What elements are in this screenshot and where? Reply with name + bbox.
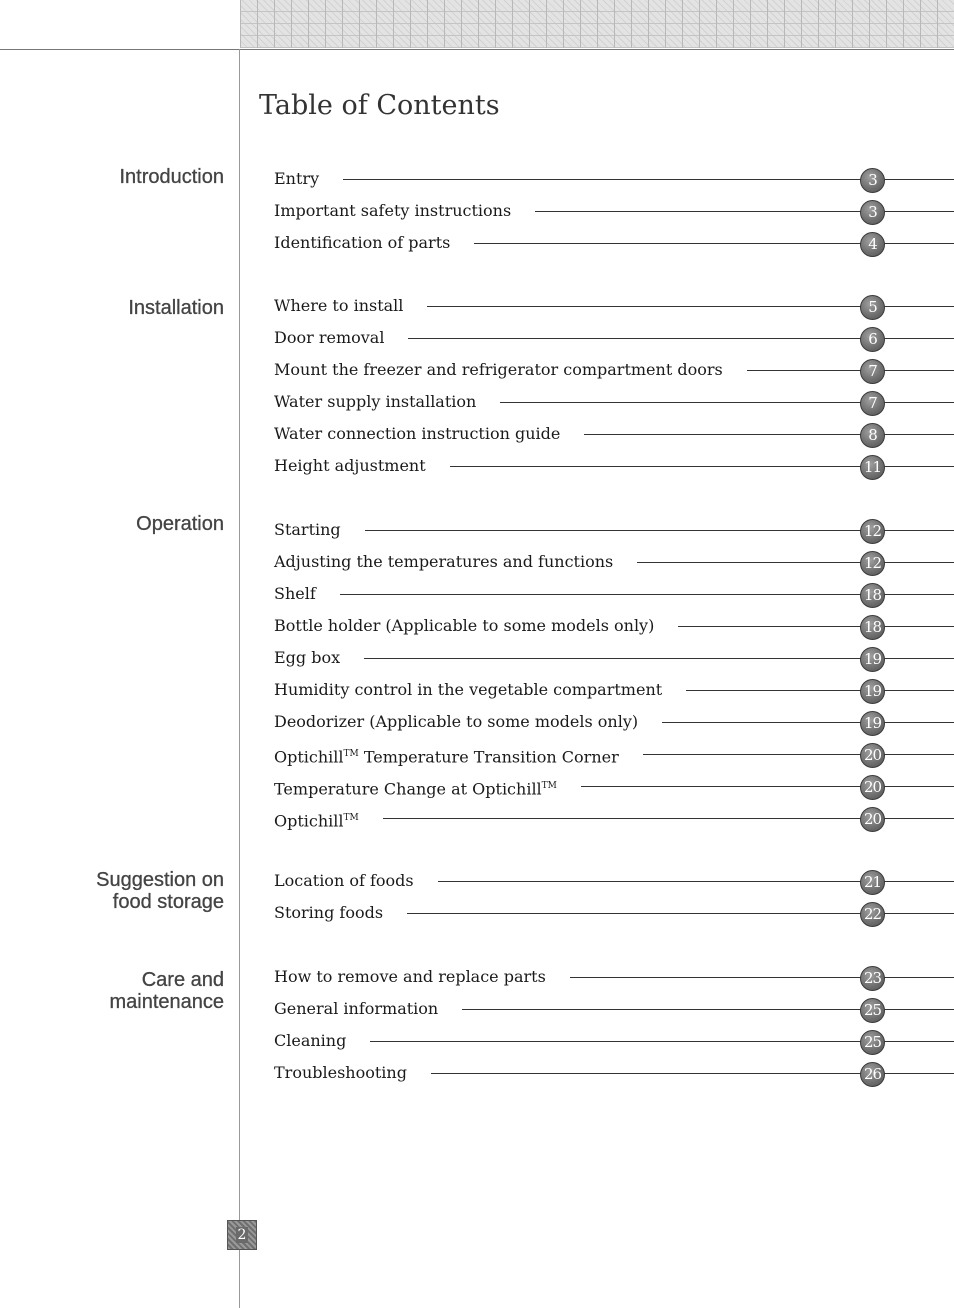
leader-line [581, 786, 954, 787]
toc-entry[interactable] [274, 807, 954, 831]
page-number-badge: 12 [860, 551, 885, 576]
toc-entry-text: General information [274, 999, 439, 1018]
section-label [136, 513, 224, 535]
page-number-badge: 12 [860, 519, 885, 544]
leader-line [686, 690, 954, 691]
leader-line [535, 211, 954, 212]
toc-entry[interactable] [274, 647, 954, 671]
toc-entry-title [274, 295, 413, 317]
toc-entry-text: Water supply installation [274, 392, 477, 411]
toc-entry-text: Bottle holder (Applicable to some models only) [274, 616, 655, 635]
section-label [109, 969, 224, 1013]
toc-entry[interactable] [274, 168, 954, 192]
page-number-badge: 3 [860, 200, 885, 225]
toc-entry-title [274, 1062, 417, 1084]
toc-entry-title [274, 647, 350, 669]
page-number-badge: 6 [860, 327, 885, 352]
leader-line [637, 562, 954, 563]
toc-entry-title [274, 870, 424, 892]
toc-entry[interactable] [274, 232, 954, 256]
top-rule [0, 49, 954, 50]
toc-entry-title [274, 391, 486, 413]
section-label [128, 297, 224, 319]
toc-entry[interactable] [274, 391, 954, 415]
trademark-mark: TM [343, 813, 359, 823]
toc-entry[interactable] [274, 423, 954, 447]
toc-entry-text: Troubleshooting [274, 1063, 407, 1082]
toc-entry-text: Where to install [274, 296, 404, 315]
toc-entry[interactable] [274, 743, 954, 767]
section-label-line: food storage [112, 891, 224, 913]
toc-entry-text: Important safety instructions [274, 201, 512, 220]
toc-entry-title [274, 423, 570, 445]
toc-entry[interactable] [274, 583, 954, 607]
page-number-badge: 3 [860, 168, 885, 193]
toc-entry-title [274, 551, 623, 573]
toc-entry-text: Water connection instruction guide [274, 424, 561, 443]
toc-entry-text: Adjusting the temperatures and functions [274, 552, 614, 571]
toc-entry[interactable] [274, 551, 954, 575]
page-number-badge: 22 [860, 902, 885, 927]
toc-entry-text: Deodorizer (Applicable to some models only) [274, 712, 639, 731]
toc-entry-text: Temperature Change at Optichill [274, 779, 542, 799]
toc-entry-title [274, 679, 672, 701]
page-number-badge: 7 [860, 391, 885, 416]
header-pattern [240, 0, 954, 48]
leader-line [500, 402, 954, 403]
page-number-badge: 20 [860, 807, 885, 832]
leader-line [747, 370, 954, 371]
page-number-badge: 23 [860, 966, 885, 991]
toc-entry-title [274, 359, 733, 381]
section-label-line: Installation [128, 297, 224, 319]
section-label-line: Introduction [119, 166, 224, 188]
trademark-mark: TM [541, 781, 557, 791]
toc-entry-title [274, 775, 567, 800]
section-label-line: Care and [141, 969, 224, 991]
margin-rule [239, 49, 240, 1308]
toc-entry-title [274, 519, 351, 541]
page-number-badge: 20 [860, 775, 885, 800]
page-number-badge: 11 [860, 455, 885, 480]
toc-entry-text: Height adjustment [274, 456, 426, 475]
page-number-badge: 7 [860, 359, 885, 384]
toc-entry[interactable] [274, 998, 954, 1022]
toc-entry[interactable] [274, 359, 954, 383]
toc-entry[interactable] [274, 615, 954, 639]
toc-entry-text: Optichill [274, 811, 344, 831]
toc-entry[interactable] [274, 679, 954, 703]
toc-entry-title [274, 583, 326, 605]
leader-line [678, 626, 954, 627]
toc-entry-text: Identification of parts [274, 233, 451, 252]
toc-entry-text: Shelf [274, 584, 316, 603]
toc-entry[interactable] [274, 966, 954, 990]
toc-entry-text: Cleaning [274, 1031, 347, 1050]
toc-entry-title [274, 711, 648, 733]
toc-entry-text: Mount the freezer and refrigerator compartment doors [274, 360, 723, 379]
toc-entry-text: Location of foods [274, 871, 414, 890]
page-number-badge: 21 [860, 870, 885, 895]
toc-entry-title [274, 1030, 356, 1052]
section-label-line: maintenance [109, 991, 224, 1013]
toc-entry-text: Optichill [274, 747, 344, 767]
page-number-badge: 8 [860, 423, 885, 448]
toc-entry-title [274, 966, 556, 988]
toc-entry[interactable] [274, 200, 954, 224]
toc-entry-text: How to remove and replace parts [274, 967, 546, 986]
leader-line [643, 754, 954, 755]
toc-entry-text: Entry [274, 169, 320, 188]
toc-entry-title [274, 200, 521, 222]
page-number: 2 [237, 1227, 247, 1243]
toc-entry-title [274, 168, 329, 190]
leader-line [570, 977, 954, 978]
toc-entry[interactable] [274, 1062, 954, 1086]
leader-line [584, 434, 954, 435]
toc-entry-title [274, 232, 460, 254]
page-number-badge: 5 [860, 295, 885, 320]
toc-entry[interactable] [274, 519, 954, 543]
toc-entry[interactable] [274, 870, 954, 894]
leader-line [662, 722, 954, 723]
page-number-badge: 18 [860, 583, 885, 608]
toc-entry-text: Storing foods [274, 903, 384, 922]
section-label-line: Operation [136, 513, 224, 535]
section-label [119, 166, 224, 188]
page-number-badge [227, 1220, 257, 1250]
toc-entry-text: Egg box [274, 648, 341, 667]
page-number-badge: 19 [860, 647, 885, 672]
toc-entry-title [274, 807, 369, 832]
toc-entry-title [274, 743, 629, 768]
section-label-line: Suggestion on [96, 869, 224, 891]
toc-entry[interactable] [274, 711, 954, 735]
toc-entry-text: Door removal [274, 328, 385, 347]
toc-entry-text-suffix: Temperature Transition Corner [358, 747, 619, 767]
toc-entry[interactable] [274, 902, 954, 926]
toc-entry-title [274, 998, 448, 1020]
toc-entry-text: Humidity control in the vegetable compartment [274, 680, 663, 699]
section-label [96, 869, 224, 913]
page-number-badge: 18 [860, 615, 885, 640]
page-number-badge: 26 [860, 1062, 885, 1087]
page-number-badge: 4 [860, 232, 885, 257]
toc-entry[interactable] [274, 455, 954, 479]
page-number-badge: 25 [860, 1030, 885, 1055]
page-number-badge: 19 [860, 679, 885, 704]
trademark-mark: TM [343, 749, 359, 759]
toc-entry-title [274, 327, 394, 349]
toc-entry[interactable] [274, 327, 954, 351]
toc-entry[interactable] [274, 1030, 954, 1054]
page-title: Table of Contents [259, 90, 500, 121]
toc-entry-text: Starting [274, 520, 341, 539]
page-number-badge: 25 [860, 998, 885, 1023]
toc-entry-title [274, 615, 664, 637]
toc-entry[interactable] [274, 295, 954, 319]
toc-entry-title [274, 455, 436, 477]
page-number-badge: 19 [860, 711, 885, 736]
toc-entry-title [274, 902, 393, 924]
page-number-badge: 20 [860, 743, 885, 768]
toc-entry[interactable] [274, 775, 954, 799]
